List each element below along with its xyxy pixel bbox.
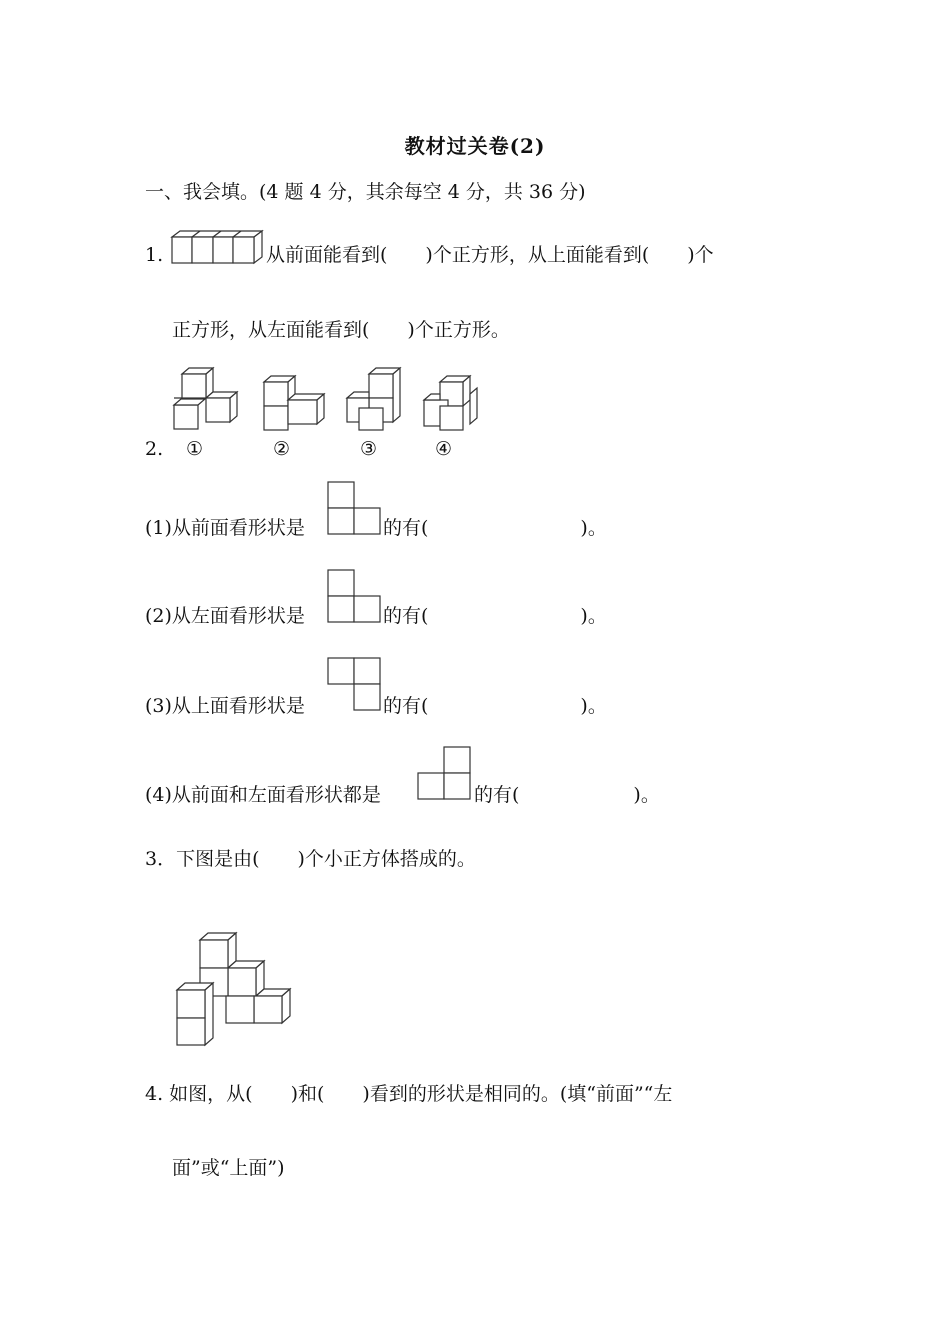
q2-sub4-prefix: (4)从前面和左面看形状都是: [145, 784, 381, 806]
q1-line1: 从前面能看到( )个正方形，从上面能看到( )个: [266, 244, 714, 266]
q1-cube-row-figure: [170, 226, 265, 266]
q2-sub3-prefix: (3)从上面看形状是: [145, 695, 305, 717]
q2-label-3: ③: [360, 438, 378, 460]
q3-text: 3．下图是由( )个小正方体搭成的。: [145, 848, 476, 870]
q2-sub2-prefix: (2)从左面看形状是: [145, 605, 305, 627]
q1-line2: 正方形，从左面能看到( )个正方形。: [172, 319, 510, 341]
q2-sub2-suffix: 的有( )。: [383, 605, 607, 627]
q2-sub1-shape: [327, 481, 383, 537]
q2-figure-2: [262, 376, 328, 434]
section-heading: 一、我会填。(4 题 4 分，其余每空 4 分，共 36 分): [145, 181, 586, 203]
q3-cube-stack-figure: [172, 930, 294, 1050]
q1-number: 1.: [145, 244, 164, 266]
q2-label-4: ④: [435, 438, 453, 460]
q4-line1: 4. 如图，从( )和( )看到的形状是相同的。(填“前面”“左: [145, 1083, 673, 1105]
q2-number: 2.: [145, 438, 164, 460]
q2-sub1-prefix: (1)从前面看形状是: [145, 517, 305, 539]
q2-figure-1: [172, 368, 242, 434]
q2-sub4-suffix: 的有( )。: [474, 784, 660, 806]
q2-sub4-shape: [416, 746, 474, 802]
q2-label-1: ①: [186, 438, 204, 460]
q2-sub2-shape: [327, 569, 383, 625]
q2-sub3-suffix: 的有( )。: [383, 695, 607, 717]
q2-label-2: ②: [273, 438, 291, 460]
q2-figure-3: [345, 368, 409, 434]
q4-line2: 面”或“上面”): [172, 1157, 285, 1179]
page-title: 教材过关卷(2): [404, 134, 546, 158]
q2-sub3-shape: [327, 657, 383, 713]
q2-figure-4: [422, 376, 482, 434]
q2-sub1-suffix: 的有( )。: [383, 517, 607, 539]
